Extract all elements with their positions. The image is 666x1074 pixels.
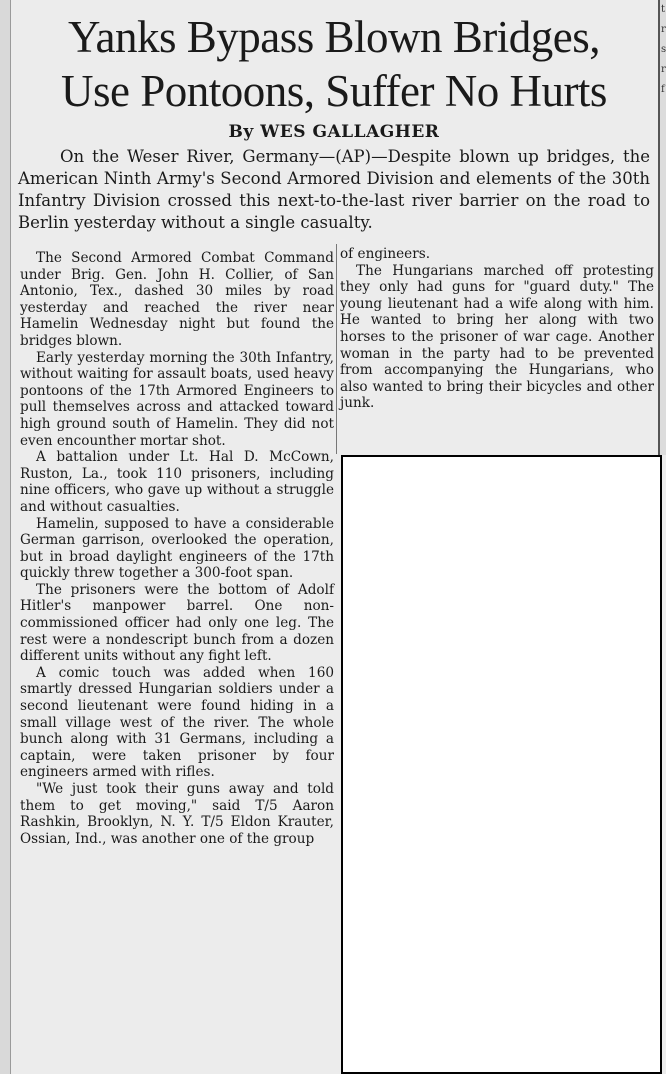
paragraph: A battalion under Lt. Hal D. McCown, Ruston, La., took 110 prisoners, including nine officers, who gave up without a struggle and without casualties.	[20, 449, 334, 515]
headline-line-1: Yanks Bypass Blown Bridges,	[68, 12, 600, 62]
edge-fragment: r	[661, 64, 666, 75]
right-column	[340, 246, 654, 412]
edge-fragment: s	[661, 44, 666, 55]
paragraph: Early yesterday morning the 30th Infantry, without waiting for assault boats, used heavy pontoons of the 17th Armored Engineers to pull themselves across and attacked toward high ground south of Hamelin. They did not even encounther mortar shot.	[20, 349, 334, 449]
headline-line-2: Use Pontoons, Suffer No Hurts	[61, 66, 607, 116]
paragraph: The Second Armored Combat Command under Brig. Gen. John H. Collier, of San Antonio, Tex., dashed 30 miles by road yesterday and reached the river near Hamelin Wednesday night but found the bridges blown.	[20, 250, 334, 349]
paragraph: A comic touch was added when 160 smartly dressed Hungarian soldiers under a second lieutenant were found hiding in a small village west of the river. The whole bunch along with 31 Germans, including a captain, were taken prisoner by four engineers armed with rifles.	[20, 664, 334, 781]
edge-fragment: r	[661, 24, 666, 35]
lead-paragraph: On the Weser River, Germany—(AP)—Despite blown up bridges, the American Ninth Army's Second Armored Division and elements of the 30th Infantry Division crossed this next-to-the-last river barrier on the road to Berlin yesterday without a single casualty.	[18, 147, 650, 232]
paragraph: The Hungarians marched off protesting they only had guns for "guard duty." The young lieutenant had a wife along with him. He wanted to bring her along with two horses to the prisoner of war cage. Another woman in the party had to be prevented from accompanying the Hungarians, who also wanted to bring their bicycles and other junk.	[340, 262, 654, 412]
paragraph-continuation: of engineers.	[340, 246, 431, 262]
column-divider	[336, 244, 337, 454]
adjacent-column-fragment	[658, 0, 666, 455]
paragraph: Hamelin, supposed to have a considerable German garrison, overlooked the operation, but in broad daylight engineers of the 17th quickly threw together a 300-foot span.	[20, 515, 334, 582]
left-column	[20, 250, 334, 847]
paragraph: The prisoners were the bottom of Adolf Hitler's manpower barrel. One non-commissioned officer had only one leg. The rest were a nondescript bunch from a dozen different units without any fight left.	[20, 581, 334, 665]
article-headline	[14, 10, 654, 118]
blank-region	[341, 455, 662, 1074]
left-page-edge	[0, 0, 11, 1074]
edge-fragment: f	[661, 84, 665, 95]
paragraph: "We just took their guns away and told them to get moving," said T/5 Aaron Rashkin, Brooklyn, N. Y. T/5 Eldon Krauter, Ossian, Ind., was another one of the group	[20, 781, 334, 847]
byline: By WES GALLAGHER	[228, 122, 440, 142]
edge-fragment: t	[661, 4, 666, 15]
